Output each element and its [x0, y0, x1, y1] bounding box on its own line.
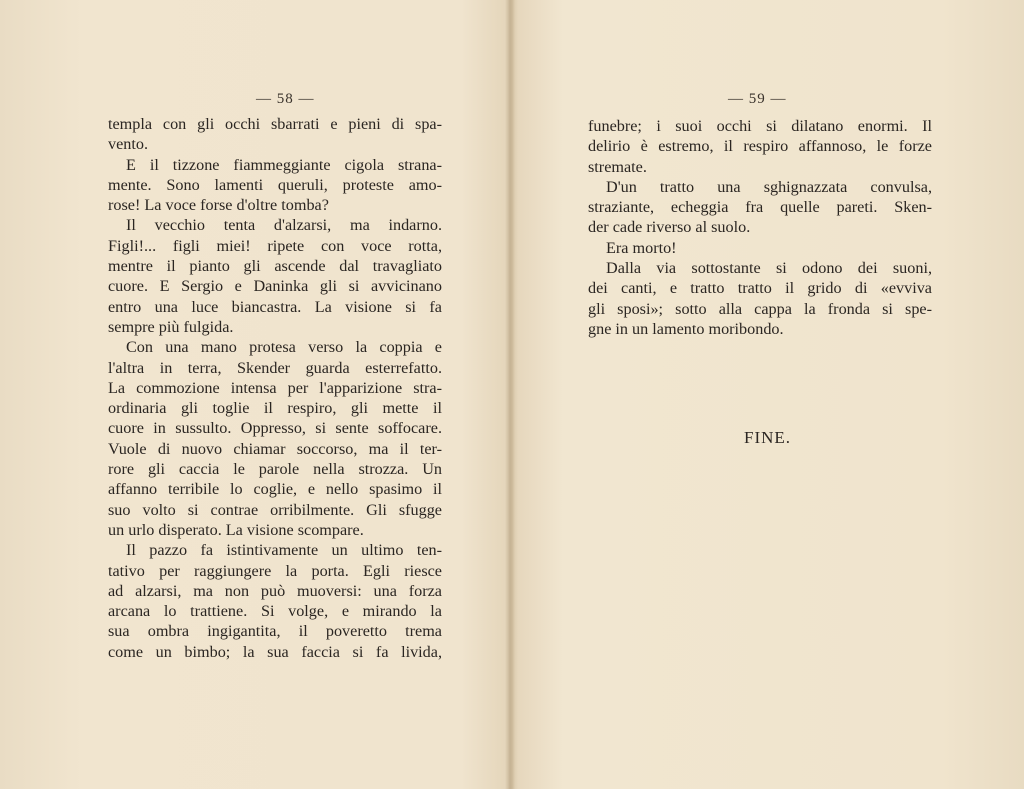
- text-line: La commozione intensa per l'apparizione stra-: [108, 378, 442, 397]
- text-line: ordinaria gli toglie il respiro, gli mette il: [108, 399, 442, 418]
- text-line: affanno terribile lo coglie, e nello spasimo il: [108, 480, 442, 499]
- text-line: come un bimbo; la sua faccia si fa livida,: [108, 642, 442, 661]
- text-line: cuore. E Sergio e Daninka gli si avvicinano: [108, 277, 442, 296]
- text-line: funebre; i suoi occhi si dilatano enormi. Il: [588, 117, 932, 135]
- text-line: Vuole di nuovo chiamar soccorso, ma il ter-: [108, 439, 442, 458]
- text-line: Figli!... figli miei! ripete con voce rotta,: [108, 236, 442, 255]
- text-line: dei canti, e tratto tratto il grido di «evviva: [588, 279, 932, 298]
- text-line: delirio è estremo, il respiro affannoso, le forze: [588, 137, 932, 156]
- text-line: l'altra in terra, Skender guarda esterrefatto.: [108, 358, 442, 377]
- text-line: E il tizzone fiammeggiante cigola strana-: [126, 155, 442, 174]
- text-line: der cade riverso al suolo.: [588, 218, 751, 237]
- text-line: sua ombra ingigantita, il poveretto trema: [108, 622, 442, 641]
- left-page-text: [108, 114, 442, 662]
- text-line: D'un tratto una sghignazzata convulsa,: [606, 177, 932, 196]
- end-marker: FINE.: [744, 428, 792, 447]
- text-line: mentre il pianto gli ascende dal travagliato: [108, 257, 442, 276]
- text-line: sempre più fulgida.: [108, 317, 234, 336]
- text-line: tativo per raggiungere la porta. Egli riesce: [108, 561, 442, 580]
- text-line: rore gli caccia le parole nella strozza. Un: [108, 460, 442, 479]
- text-line: stremate.: [588, 157, 647, 176]
- text-line: entro una luce biancastra. La visione si fa: [108, 297, 442, 316]
- right-page: [512, 0, 1024, 789]
- text-line: Era morto!: [606, 238, 677, 257]
- text-line: rose! La voce forse d'oltre tomba?: [108, 196, 329, 215]
- text-line: Con una mano protesa verso la coppia e: [126, 338, 442, 357]
- page-number-left: — 58 —: [256, 91, 315, 107]
- text-line: cuore in sussulto. Oppresso, si sente soffocare.: [108, 419, 442, 438]
- text-line: gli sposi»; sotto alla cappa la fronda si spe-: [588, 299, 932, 318]
- page-number-right: — 59 —: [728, 91, 787, 107]
- text-line: straziante, echeggia fra quelle pareti. Sken-: [588, 198, 932, 217]
- text-line: gne in un lamento moribondo.: [588, 319, 784, 338]
- text-line: suo volto si contrae orribilmente. Gli sfugge: [108, 500, 442, 519]
- text-line: ad alzarsi, ma non può muoversi: una forza: [108, 581, 442, 600]
- text-line: Dalla via sottostante si odono dei suoni,: [606, 259, 932, 278]
- text-line: un urlo disperato. La visione scompare.: [108, 520, 364, 539]
- text-line: templa con gli occhi sbarrati e pieni di spa-: [108, 115, 442, 133]
- right-page-text: [588, 116, 932, 339]
- text-line: Il vecchio tenta d'alzarsi, ma indarno.: [126, 216, 442, 235]
- text-line: mente. Sono lamenti queruli, proteste amo-: [108, 175, 442, 194]
- text-line: vento.: [108, 135, 149, 154]
- text-line: Il pazzo fa istintivamente un ultimo ten-: [126, 541, 442, 560]
- text-line: arcana lo trattiene. Si volge, e mirando la: [108, 602, 442, 621]
